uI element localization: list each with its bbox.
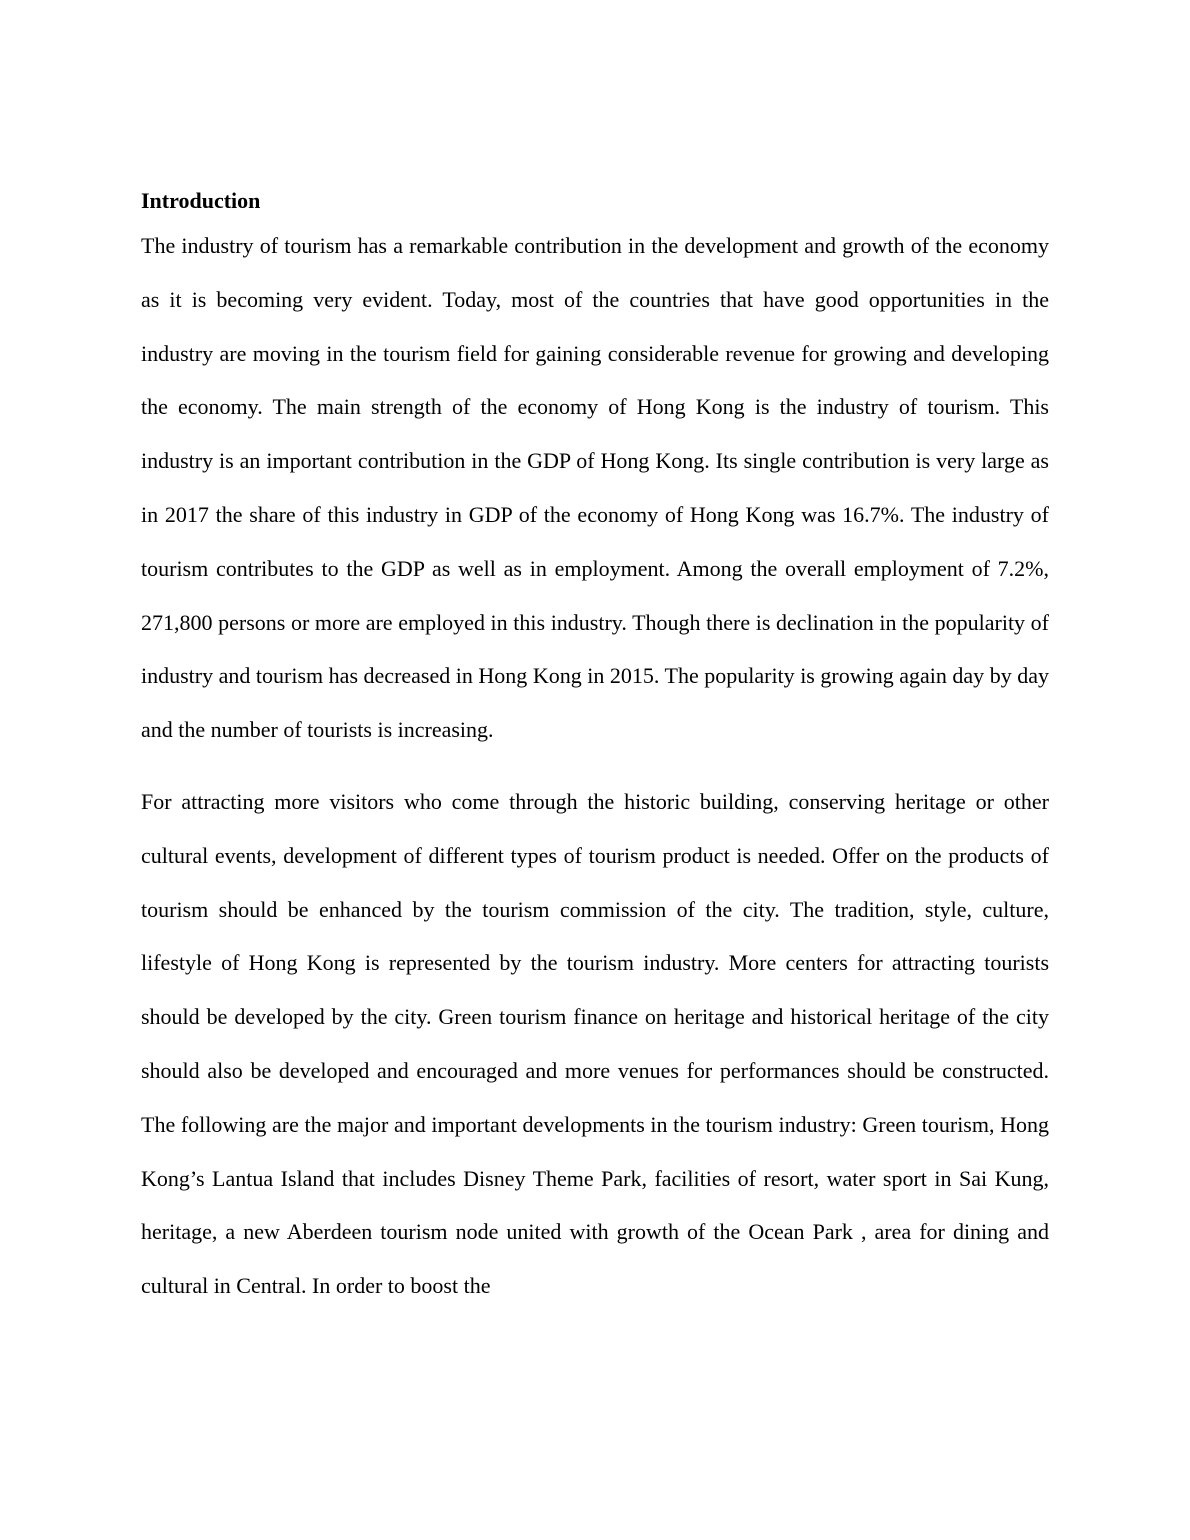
paragraph-2: For attracting more visitors who come through the historic building, conserving heritage or other cultural events, development of different types of tourism product is needed. Offer on the products of tourism should be enhanced by the tourism commission of the city. The tradition, style, culture, lifestyle of Hong Kong is represented by the tourism industry. More centers for attracting tourists should be developed by the city. Green tourism finance on heritage and historical heritage of the city should also be developed and encouraged and more venues for performances should be constructed. The following are the major and important developments in the tourism industry: Green tourism, Hong Kong’s Lantua Island that includes Disney Theme Park, facilities of resort, water sport in Sai Kung, heritage, a new Aberdeen tourism node united with growth of the Ocean Park , area for dining and cultural in Central. In order to boost the [141,788,1049,1299]
document-body [141,183,1049,1313]
section-heading: Introduction [141,188,261,213]
paragraph-1: The industry of tourism has a remarkable contribution in the development and growth of the economy as it is becoming very evident. Today, most of the countries that have good opportunities in the industry are moving in the tourism field for gaining considerable revenue for growing and developing the economy. The main strength of the economy of Hong Kong is the industry of tourism. This industry is an important contribution in the GDP of Hong Kong. Its single contribution is very large as in 2017 the share of this industry in GDP of the economy of Hong Kong was 16.7%. The industry of tourism contributes to the GDP as well as in employment. Among the overall employment of 7.2%, 271,800 persons or more are employed in this industry. Though there is declination in the popularity of industry and tourism has decreased in Hong Kong in 2015. The popularity is growing again day by day and the number of tourists is increasing. [141,233,1049,743]
